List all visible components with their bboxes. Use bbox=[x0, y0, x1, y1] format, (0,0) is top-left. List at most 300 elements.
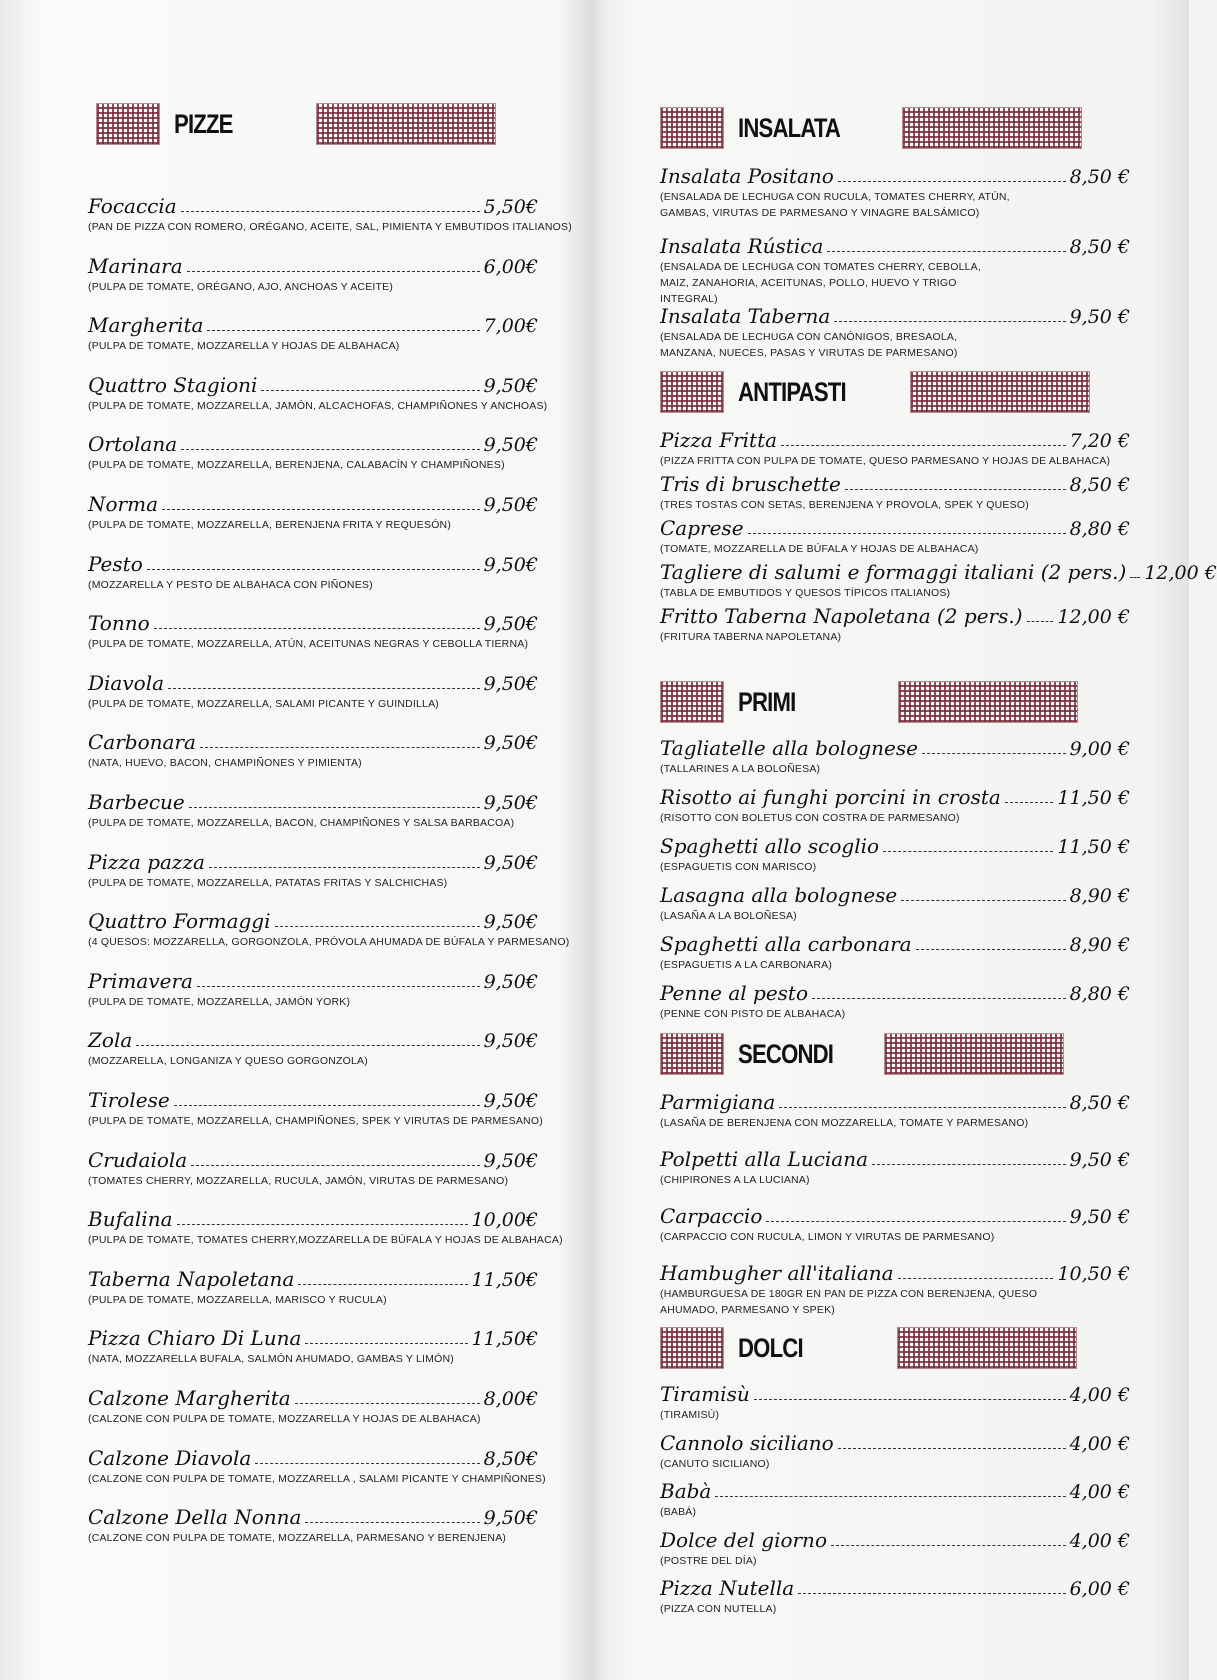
menu-item-description: (PULPA DE TOMATE, MOZZARELLA Y HOJAS DE ALBAHACA) bbox=[88, 340, 400, 353]
insalata-menu-item bbox=[660, 228, 1130, 307]
menu-item-description: (LASAÑA DE BERENJENA CON MOZZARELLA, TOMATE Y PARMESANO) bbox=[660, 1117, 1029, 1129]
menu-item-price: 5,50€ bbox=[483, 196, 538, 218]
dotted-leader bbox=[1130, 577, 1140, 578]
menu-item-description: (NATA, MOZZARELLA BUFALA, SALMÓN AHUMADO, GAMBAS Y LIMÓN) bbox=[88, 1353, 454, 1366]
dotted-leader bbox=[298, 1284, 467, 1285]
menu-item-line bbox=[660, 1376, 1130, 1406]
menu-item-line bbox=[88, 1380, 538, 1410]
menu-item-line bbox=[88, 724, 538, 754]
menu-item-line bbox=[660, 1473, 1130, 1503]
primi-menu-item bbox=[660, 828, 1130, 875]
menu-item-line bbox=[88, 1142, 538, 1172]
dotted-leader bbox=[168, 688, 480, 689]
menu-item-name: Crudaiola bbox=[88, 1147, 188, 1172]
menu-item-line bbox=[660, 975, 1130, 1005]
pizze-menu-item bbox=[88, 1499, 538, 1546]
checkered-pattern-icon bbox=[316, 103, 496, 145]
menu-item-price: 10,00€ bbox=[471, 1209, 538, 1232]
dotted-leader bbox=[154, 628, 480, 629]
menu-item-description: (PULPA DE TOMATE, MOZZARELLA, SALAMI PICANTE Y GUINDILLA) bbox=[88, 697, 439, 710]
menu-item-name: Carbonara bbox=[88, 730, 196, 755]
dotted-leader bbox=[305, 1522, 479, 1523]
menu-item-name: Quattro Stagioni bbox=[88, 372, 258, 397]
antipasti-header bbox=[660, 368, 1090, 416]
menu-item-name: Caprese bbox=[660, 516, 744, 540]
menu-item-line bbox=[88, 307, 538, 337]
menu-item-price: 9,50€ bbox=[483, 1149, 538, 1172]
dotted-leader bbox=[845, 489, 1066, 490]
menu-item-description: (RISOTTO CON BOLETUS CON COSTRA DE PARMESANO) bbox=[660, 812, 960, 824]
menu-item-description: (MOZZARELLA, LONGANIZA Y QUESO GORGONZOLA) bbox=[88, 1055, 368, 1068]
menu-item-line bbox=[88, 1440, 538, 1470]
menu-item-price: 8,90 € bbox=[1069, 934, 1130, 956]
menu-item-name: Polpetti alla Luciana bbox=[660, 1147, 869, 1171]
menu-item-name: Tagliere di salumi e formaggi italiani (2 pers.) bbox=[660, 560, 1127, 584]
dotted-leader bbox=[916, 949, 1066, 950]
menu-item-line bbox=[660, 1522, 1130, 1552]
dotted-leader bbox=[1005, 802, 1054, 803]
menu-item-price: 9,50 € bbox=[1069, 306, 1130, 328]
pizze-menu-item bbox=[88, 307, 538, 354]
secondi-header bbox=[660, 1030, 1064, 1078]
menu-item-description: (PULPA DE TOMATE, MOZZARELLA, PATATAS FRITAS Y SALCHICHAS) bbox=[88, 876, 448, 889]
menu-item-price: 9,50€ bbox=[483, 732, 538, 755]
menu-item-description: (PENNE CON PISTO DE ALBAHACA) bbox=[660, 1008, 846, 1020]
dotted-leader bbox=[883, 851, 1053, 852]
menu-item-description: (PIZZA CON NUTELLA) bbox=[660, 1603, 777, 1615]
menu-item-description: (CANUTO SICILIANO) bbox=[660, 1457, 770, 1470]
dotted-leader bbox=[898, 1278, 1054, 1279]
checkered-pattern-icon bbox=[884, 1033, 1064, 1075]
menu-item-price: 9,50€ bbox=[483, 434, 538, 457]
pizze-title: PIZZE bbox=[174, 108, 233, 139]
dotted-leader bbox=[838, 181, 1066, 182]
menu-item-price: 9,50€ bbox=[483, 792, 538, 814]
menu-item-price: 8,80 € bbox=[1069, 983, 1130, 1005]
menu-item-description: (LASAÑA A LA BOLOÑESA) bbox=[660, 910, 797, 922]
menu-item-name: Risotto ai funghi porcini in crosta bbox=[660, 785, 1001, 809]
menu-item-line bbox=[88, 486, 538, 516]
menu-item-price: 9,50 € bbox=[1069, 1149, 1130, 1171]
pizze-menu-item bbox=[88, 665, 538, 712]
menu-item-price: 11,50€ bbox=[471, 1268, 538, 1291]
menu-item-price: 8,50 € bbox=[1069, 1092, 1130, 1114]
dotted-leader bbox=[177, 1224, 468, 1225]
secondi-menu-item bbox=[660, 1141, 1130, 1188]
menu-item-name: Hambugher all'italiana bbox=[660, 1261, 894, 1285]
menu-item-description: (CALZONE CON PULPA DE TOMATE, MOZZARELLA, PARMESANO Y BERENJENA) bbox=[88, 1532, 507, 1545]
menu-item-name: Carpaccio bbox=[660, 1204, 763, 1228]
menu-item-name: Marinara bbox=[88, 253, 183, 278]
menu-item-name: Pizza pazza bbox=[88, 849, 205, 874]
pizze-menu-item bbox=[88, 1022, 538, 1069]
menu-item-name: Insalata Positano bbox=[660, 164, 834, 188]
menu-item-price: 9,50€ bbox=[483, 1030, 538, 1053]
menu-item-line bbox=[88, 248, 538, 278]
menu-item-name: Norma bbox=[88, 492, 158, 516]
dotted-leader bbox=[200, 747, 480, 748]
menu-item-price: 6,00€ bbox=[483, 255, 538, 278]
dotted-leader bbox=[197, 986, 480, 987]
menu-item-line bbox=[88, 1022, 538, 1052]
menu-item-line bbox=[660, 1141, 1130, 1171]
dolci-title: DOLCI bbox=[738, 1332, 803, 1363]
menu-item-line bbox=[88, 605, 538, 635]
antipasti-menu-item bbox=[660, 466, 1130, 513]
menu-item-line bbox=[88, 844, 538, 874]
dotted-leader bbox=[136, 1045, 479, 1046]
menu-item-name: Pizza Fritta bbox=[660, 428, 778, 452]
dotted-leader bbox=[189, 807, 480, 808]
dotted-leader bbox=[922, 753, 1066, 754]
menu-item-description: (POSTRE DEL DÍA) bbox=[660, 1554, 757, 1567]
menu-item-name: Parmigiana bbox=[660, 1090, 776, 1114]
primi-menu-item bbox=[660, 779, 1130, 826]
menu-item-price: 9,50€ bbox=[483, 970, 538, 993]
right-column bbox=[660, 0, 1217, 1680]
insalata-menu-item bbox=[660, 298, 1130, 361]
menu-item-line bbox=[660, 554, 1217, 584]
menu-item-name: Primavera bbox=[88, 968, 193, 993]
menu-item-description: (TABLA DE EMBUTIDOS Y QUESOS TÍPICOS ITALIANOS) bbox=[660, 587, 951, 599]
secondi-title: SECONDI bbox=[738, 1038, 834, 1069]
menu-item-name: Fritto Taberna Napoletana (2 pers.) bbox=[660, 604, 1023, 628]
menu-item-description: (CARPACCIO CON RUCULA, LIMON Y VIRUTAS DE PARMESANO) bbox=[660, 1231, 995, 1243]
menu-item-description: (TRES TOSTAS CON SETAS, BERENJENA Y PROVOLA, SPEK Y QUESO) bbox=[660, 499, 1029, 511]
dotted-leader bbox=[181, 449, 479, 450]
menu-item-price: 9,00 € bbox=[1069, 738, 1130, 760]
menu-item-price: 11,50 € bbox=[1057, 836, 1130, 858]
pizze-menu-item bbox=[88, 426, 538, 473]
dotted-leader bbox=[191, 1165, 479, 1166]
menu-item-description: (PULPA DE TOMATE, TOMATES CHERRY,MOZZARELLA DE BÚFALA Y HOJAS DE ALBAHACA) bbox=[88, 1234, 563, 1247]
menu-item-name: Tirolese bbox=[88, 1088, 170, 1112]
checkered-pattern-icon bbox=[902, 107, 1082, 149]
menu-item-line bbox=[660, 298, 1130, 328]
dotted-leader bbox=[779, 1107, 1065, 1108]
menu-item-name: Lasagna alla bolognese bbox=[660, 883, 898, 907]
menu-item-line bbox=[660, 598, 1130, 628]
menu-item-name: Pizza Chiaro Di Luna bbox=[88, 1326, 302, 1351]
menu-item-price: 8,90 € bbox=[1069, 885, 1130, 907]
dotted-leader bbox=[305, 1343, 467, 1344]
menu-item-price: 9,50€ bbox=[483, 613, 538, 636]
menu-item-line bbox=[88, 1261, 538, 1291]
dotted-leader bbox=[187, 271, 480, 272]
dotted-leader bbox=[838, 1448, 1066, 1449]
menu-item-name: Diavola bbox=[88, 670, 165, 695]
pizze-menu-item bbox=[88, 605, 538, 652]
dotted-leader bbox=[901, 900, 1065, 901]
menu-item-name: Tonno bbox=[88, 611, 150, 636]
menu-item-description: (PULPA DE TOMATE, MOZZARELLA, MARISCO Y RUCULA) bbox=[88, 1293, 387, 1306]
pizze-menu-item bbox=[88, 188, 572, 235]
menu-item-price: 11,50 € bbox=[1057, 787, 1130, 809]
dotted-leader bbox=[295, 1403, 480, 1404]
dotted-leader bbox=[207, 330, 479, 331]
antipasti-menu-item bbox=[660, 598, 1130, 645]
checkered-pattern-icon bbox=[660, 681, 724, 723]
dolci-menu-item bbox=[660, 1570, 1130, 1617]
checkered-pattern-icon bbox=[910, 371, 1090, 413]
menu-item-name: Cannolo siciliano bbox=[660, 1430, 834, 1455]
menu-item-line bbox=[660, 158, 1130, 188]
menu-item-name: Quattro Formaggi bbox=[88, 909, 271, 934]
menu-item-price: 7,00€ bbox=[483, 315, 538, 338]
menu-item-line bbox=[88, 546, 538, 576]
menu-item-line bbox=[88, 367, 538, 397]
pizze-menu-item bbox=[88, 1261, 538, 1308]
menu-item-price: 4,00 € bbox=[1069, 1384, 1130, 1406]
menu-item-price: 9,50€ bbox=[483, 911, 538, 934]
menu-item-line bbox=[660, 828, 1130, 858]
dolci-menu-item bbox=[660, 1522, 1130, 1569]
menu-item-line bbox=[660, 779, 1130, 809]
menu-item-price: 9,50€ bbox=[483, 374, 538, 397]
insalata-title: INSALATA bbox=[738, 112, 841, 143]
menu-item-price: 8,50€ bbox=[483, 1447, 538, 1470]
dotted-leader bbox=[766, 1221, 1065, 1222]
menu-item-description: (PAN DE PIZZA CON ROMERO, ORÉGANO, ACEITE, SAL, PIMIENTA Y EMBUTIDOS ITALIANOS) bbox=[88, 221, 572, 233]
menu-item-line bbox=[88, 1320, 538, 1350]
menu-item-description: (PULPA DE TOMATE, MOZZARELLA, BERENJENA, CALABACÍN Y CHAMPIÑONES) bbox=[88, 459, 505, 472]
dotted-leader bbox=[834, 321, 1065, 322]
menu-item-description: (TOMATE, MOZZARELLA DE BÚFALA Y HOJAS DE ALBAHACA) bbox=[660, 543, 979, 555]
menu-item-line bbox=[660, 466, 1130, 496]
dotted-leader bbox=[748, 533, 1066, 534]
dolci-menu-item bbox=[660, 1376, 1130, 1423]
menu-item-line bbox=[660, 877, 1130, 907]
menu-item-name: Calzone Della Nonna bbox=[88, 1505, 302, 1530]
pizze-menu-item bbox=[88, 963, 538, 1010]
dotted-leader bbox=[255, 1463, 479, 1464]
checkered-pattern-icon bbox=[96, 103, 160, 145]
pizze-menu-item bbox=[88, 1082, 543, 1129]
secondi-menu-item bbox=[660, 1084, 1130, 1131]
menu-item-name: Taberna Napoletana bbox=[88, 1266, 295, 1291]
pizze-menu-item bbox=[88, 367, 548, 414]
menu-item-description: (PULPA DE TOMATE, MOZZARELLA, CHAMPIÑONES, SPEK Y VIRUTAS DE PARMESANO) bbox=[88, 1115, 543, 1127]
menu-item-description: (CHIPIRONES A LA LUCIANA) bbox=[660, 1174, 810, 1186]
menu-item-line bbox=[660, 926, 1130, 956]
menu-item-line bbox=[660, 510, 1130, 540]
antipasti-menu-item bbox=[660, 510, 1130, 557]
dotted-leader bbox=[162, 509, 480, 510]
checkered-pattern-icon bbox=[660, 1033, 724, 1075]
menu-item-description: (PULPA DE TOMATE, MOZZARELLA, BACON, CHAMPIÑONES Y SALSA BARBACOA) bbox=[88, 817, 515, 829]
menu-item-line bbox=[88, 1499, 538, 1529]
menu-item-name: Calzone Margherita bbox=[88, 1386, 291, 1410]
primi-menu-item bbox=[660, 975, 1130, 1022]
dotted-leader bbox=[209, 867, 480, 868]
menu-item-line bbox=[660, 730, 1130, 760]
menu-item-name: Zola bbox=[88, 1028, 133, 1053]
menu-item-line bbox=[660, 422, 1130, 452]
menu-item-description: (TOMATES CHERRY, MOZZARELLA, RUCULA, JAMÓN, VIRUTAS DE PARMESANO) bbox=[88, 1174, 509, 1187]
dotted-leader bbox=[812, 998, 1066, 999]
pizze-menu-item bbox=[88, 1320, 538, 1367]
pizze-menu-item bbox=[88, 248, 538, 295]
menu-item-price: 11,50€ bbox=[471, 1328, 538, 1351]
pizze-menu-item bbox=[88, 1142, 538, 1189]
menu-item-description: (4 QUESOS: MOZZARELLA, GORGONZOLA, PRÓVOLA AHUMADA DE BÚFALA Y PARMESANO) bbox=[88, 936, 570, 949]
antipasti-menu-item bbox=[660, 554, 1217, 601]
menu-item-description: (CALZONE CON PULPA DE TOMATE, MOZZARELLA Y HOJAS DE ALBAHACA) bbox=[88, 1413, 481, 1425]
menu-item-name: Pesto bbox=[88, 551, 143, 576]
pizze-menu-item bbox=[88, 844, 538, 891]
menu-item-line bbox=[88, 188, 538, 218]
menu-item-price: 10,50 € bbox=[1057, 1263, 1130, 1285]
menu-item-price: 4,00 € bbox=[1069, 1529, 1130, 1552]
menu-item-name: Spaghetti alla carbonara bbox=[660, 932, 912, 956]
menu-item-line bbox=[88, 665, 538, 695]
menu-item-name: Calzone Diavola bbox=[88, 1445, 252, 1470]
menu-item-description: (ENSALADA DE LECHUGA CON CANÓNIGOS, BRESAOLA, MANZANA, NUECES, PASAS Y VIRUTAS DE PARMESANO) bbox=[660, 331, 958, 359]
menu-item-name: Margherita bbox=[88, 313, 204, 338]
pizze-menu-item bbox=[88, 784, 538, 831]
menu-item-price: 9,50€ bbox=[483, 672, 538, 695]
pizze-menu-item bbox=[88, 1440, 546, 1487]
checkered-pattern-icon bbox=[898, 681, 1078, 723]
menu-item-line bbox=[660, 1425, 1130, 1455]
checkered-pattern-icon bbox=[660, 1327, 724, 1369]
menu-item-price: 6,00 € bbox=[1069, 1578, 1130, 1600]
menu-item-name: Penne al pesto bbox=[660, 981, 809, 1005]
menu-item-description: (ESPAGUETIS CON MARISCO) bbox=[660, 861, 817, 873]
menu-item-name: Spaghetti allo scoglio bbox=[660, 834, 880, 858]
menu-item-line bbox=[88, 1201, 538, 1231]
menu-item-price: 8,50 € bbox=[1069, 474, 1130, 496]
menu-item-price: 9,50€ bbox=[483, 553, 538, 576]
dotted-leader bbox=[831, 1545, 1066, 1546]
menu-item-line bbox=[88, 963, 538, 993]
menu-item-price: 12,00 € bbox=[1144, 562, 1217, 584]
checkered-pattern-icon bbox=[897, 1327, 1077, 1369]
menu-item-description: (ENSALADA DE LECHUGA CON TOMATES CHERRY, CEBOLLA, MAIZ, ZANAHORIA, ACEITUNAS, POLLO, HUEVO Y TRIGO INTEGRAL) bbox=[660, 261, 982, 305]
antipasti-title: ANTIPASTI bbox=[738, 376, 846, 407]
menu-item-description: (TALLARINES A LA BOLOÑESA) bbox=[660, 763, 821, 775]
menu-item-name: Tagliatelle alla bolognese bbox=[660, 736, 918, 760]
menu-item-name: Tiramisù bbox=[660, 1382, 750, 1406]
menu-item-name: Dolce del giorno bbox=[660, 1527, 827, 1552]
dotted-leader bbox=[872, 1164, 1066, 1165]
dotted-leader bbox=[754, 1399, 1066, 1400]
menu-item-description: (HAMBURGUESA DE 180GR EN PAN DE PIZZA CON BERENJENA, QUESO AHUMADO, PARMESANO Y SPEK) bbox=[660, 1288, 1038, 1316]
checkered-pattern-icon bbox=[660, 107, 724, 149]
checkered-pattern-icon bbox=[660, 371, 724, 413]
pizze-menu-item bbox=[88, 903, 570, 950]
dotted-leader bbox=[1027, 621, 1054, 622]
menu-item-price: 8,00€ bbox=[483, 1388, 538, 1410]
menu-item-line bbox=[88, 426, 538, 456]
menu-item-price: 12,00 € bbox=[1057, 606, 1130, 628]
pizze-menu-item bbox=[88, 546, 538, 593]
insalata-header bbox=[660, 104, 1082, 152]
menu-item-description: (PULPA DE TOMATE, MOZZARELLA, JAMÓN YORK) bbox=[88, 995, 351, 1008]
menu-item-price: 9,50€ bbox=[483, 851, 538, 874]
insalata-menu-item bbox=[660, 158, 1130, 221]
dotted-leader bbox=[181, 211, 480, 212]
menu-item-name: Barbecue bbox=[88, 790, 185, 814]
dotted-leader bbox=[275, 926, 480, 927]
menu-item-name: Insalata Rústica bbox=[660, 234, 824, 258]
menu-item-name: Tris di bruschette bbox=[660, 472, 841, 496]
menu-item-name: Pizza Nutella bbox=[660, 1576, 795, 1600]
dotted-leader bbox=[781, 445, 1066, 446]
primi-header bbox=[660, 678, 1078, 726]
menu-item-description: (NATA, HUEVO, BACON, CHAMPIÑONES Y PIMIENTA) bbox=[88, 757, 362, 770]
menu-item-price: 9,50€ bbox=[483, 1090, 538, 1112]
menu-item-line bbox=[88, 903, 538, 933]
pizze-menu-item bbox=[88, 724, 538, 771]
menu-item-name: Bufalina bbox=[88, 1207, 173, 1232]
dotted-leader bbox=[827, 251, 1065, 252]
secondi-menu-item bbox=[660, 1198, 1130, 1245]
menu-item-description: (PIZZA FRITTA CON PULPA DE TOMATE, QUESO PARMESANO Y HOJAS DE ALBAHACA) bbox=[660, 455, 1111, 467]
pizze-menu-item bbox=[88, 1201, 563, 1248]
menu-item-price: 9,50€ bbox=[483, 494, 538, 516]
menu-item-name: Babà bbox=[660, 1479, 712, 1503]
menu-item-price: 8,50 € bbox=[1069, 166, 1130, 188]
secondi-menu-item bbox=[660, 1255, 1130, 1318]
menu-item-price: 8,50 € bbox=[1069, 236, 1130, 258]
menu-item-description: (ENSALADA DE LECHUGA CON RUCULA, TOMATES CHERRY, ATÚN, GAMBAS, VIRUTAS DE PARMESANO Y VINAGRE BALSÁMICO) bbox=[660, 191, 1010, 219]
menu-item-price: 8,80 € bbox=[1069, 518, 1130, 540]
pizze-column bbox=[88, 0, 572, 1680]
primi-menu-item bbox=[660, 926, 1130, 973]
dolci-header bbox=[660, 1324, 1077, 1372]
menu-item-description: (PULPA DE TOMATE, MOZZARELLA, ATÚN, ACEITUNAS NEGRAS Y CEBOLLA TIERNA) bbox=[88, 638, 529, 651]
menu-item-price: 4,00 € bbox=[1069, 1432, 1130, 1455]
menu-item-line bbox=[660, 1570, 1130, 1600]
menu-item-line bbox=[660, 228, 1130, 258]
dotted-leader bbox=[174, 1105, 480, 1106]
menu-item-price: 4,00 € bbox=[1069, 1481, 1130, 1503]
menu-item-name: Focaccia bbox=[88, 194, 177, 218]
menu-item-line bbox=[660, 1084, 1130, 1114]
menu-item-description: (PULPA DE TOMATE, MOZZARELLA, BERENJENA FRITA Y REQUESÓN) bbox=[88, 519, 452, 531]
menu-item-name: Insalata Taberna bbox=[660, 304, 831, 328]
menu-item-description: (MOZZARELLA Y PESTO DE ALBAHACA CON PIÑONES) bbox=[88, 578, 373, 591]
menu-item-description: (FRITURA TABERNA NAPOLETANA) bbox=[660, 631, 842, 643]
menu-item-line bbox=[88, 1082, 538, 1112]
primi-title: PRIMI bbox=[738, 686, 796, 717]
primi-menu-item bbox=[660, 730, 1130, 777]
menu-item-price: 9,50€ bbox=[483, 1507, 538, 1530]
menu-item-line bbox=[88, 784, 538, 814]
dolci-menu-item bbox=[660, 1473, 1130, 1520]
dotted-leader bbox=[798, 1593, 1065, 1594]
menu-item-description: (PULPA DE TOMATE, ORÉGANO, AJO, ANCHOAS Y ACEITE) bbox=[88, 280, 394, 293]
pizze-menu-item bbox=[88, 1380, 538, 1427]
menu-item-description: (ESPAGUETIS A LA CARBONARA) bbox=[660, 959, 833, 971]
pizze-header bbox=[96, 100, 496, 148]
menu-item-description: (PULPA DE TOMATE, MOZZARELLA, JAMÓN, ALCACHOFAS, CHAMPIÑONES Y ANCHOAS) bbox=[88, 399, 548, 412]
dotted-leader bbox=[147, 569, 480, 570]
menu-item-price: 9,50 € bbox=[1069, 1206, 1130, 1228]
dotted-leader bbox=[715, 1496, 1065, 1497]
menu-item-description: (CALZONE CON PULPA DE TOMATE, MOZZARELLA , SALAMI PICANTE Y CHAMPIÑONES) bbox=[88, 1472, 546, 1485]
pizze-menu-item bbox=[88, 486, 538, 533]
menu-item-name: Ortolana bbox=[88, 432, 178, 457]
dotted-leader bbox=[261, 390, 479, 391]
menu-item-line bbox=[660, 1255, 1130, 1285]
primi-menu-item bbox=[660, 877, 1130, 924]
menu-item-price: 7,20 € bbox=[1069, 430, 1130, 452]
menu-item-description: (BABÁ) bbox=[660, 1506, 697, 1518]
menu-item-description: (TIRAMISÚ) bbox=[660, 1409, 720, 1421]
antipasti-menu-item bbox=[660, 422, 1130, 469]
